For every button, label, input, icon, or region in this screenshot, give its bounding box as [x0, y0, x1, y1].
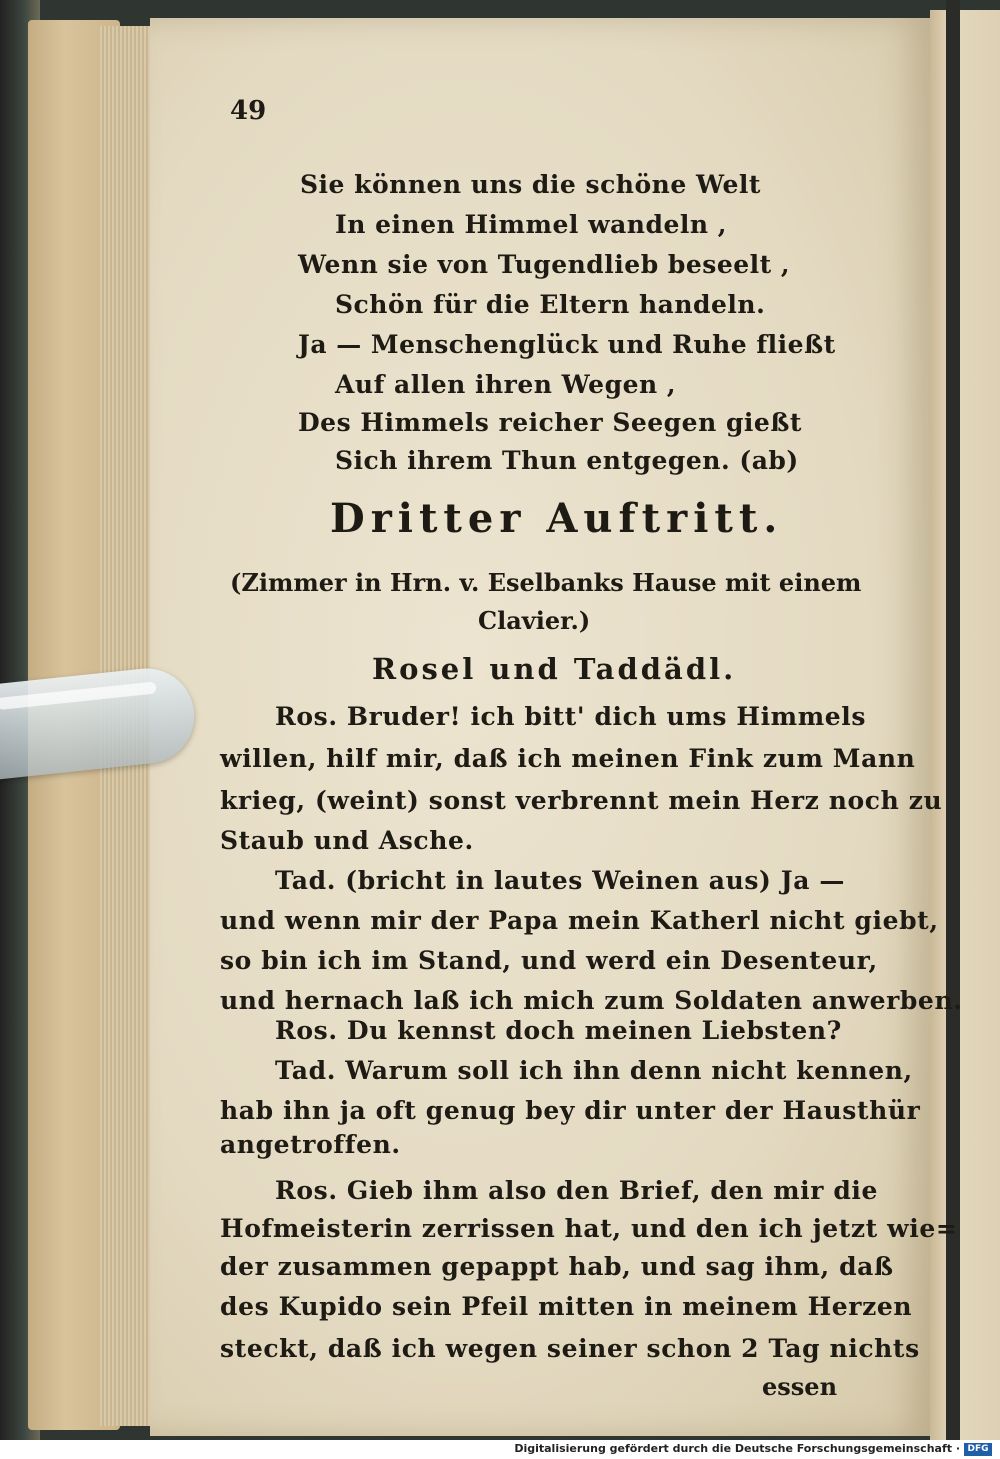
speakers-line: Rosel und Taddädl. — [372, 652, 737, 686]
verse-line: Sich ihrem Thun entgegen. (ab) — [335, 446, 799, 475]
prose-line: steckt, daß ich wegen seiner schon 2 Tag nichts — [220, 1334, 920, 1363]
verse-line: Sie können uns die schöne Welt — [300, 170, 761, 199]
page-number: 49 — [230, 96, 267, 126]
prose-line: Tad. Warum soll ich ihn denn nicht kennen, — [275, 1056, 913, 1085]
verse-line: Schön für die Eltern handeln. — [335, 290, 766, 319]
prose-line: des Kupido sein Pfeil mitten in meinem Herzen — [220, 1292, 913, 1321]
prose-line: Ros. Gieb ihm also den Brief, den mir die — [275, 1176, 879, 1205]
prose-line: Staub und Asche. — [220, 826, 474, 855]
stage-direction: Clavier.) — [478, 606, 591, 635]
prose-line: krieg, (weint) sonst verbrennt mein Herz noch zu — [220, 786, 943, 815]
prose-line: Ros. Du kennst doch meinen Liebsten? — [275, 1016, 842, 1045]
prose-line: so bin ich im Stand, und werd ein Desenteur, — [220, 946, 878, 975]
prose-line: und wenn mir der Papa mein Katherl nicht giebt, — [220, 906, 939, 935]
prose-line: angetroffen. — [220, 1130, 401, 1159]
footer-bar — [0, 1440, 1000, 1459]
catchword: essen — [762, 1372, 838, 1401]
footer-credit: Digitalisierung gefördert durch die Deutsche Forschungsgemeinschaft · — [514, 1442, 960, 1455]
prose-line: und hernach laß ich mich zum Soldaten anwerben. — [220, 986, 963, 1015]
prose-line: willen, hilf mir, daß ich meinen Fink zum Mann — [220, 744, 916, 773]
prose-line: hab ihn ja oft genug bey dir unter der Hausthür — [220, 1096, 921, 1125]
verse-line: In einen Himmel wandeln , — [335, 210, 727, 239]
prose-line: der zusammen gepappt hab, und sag ihm, daß — [220, 1252, 894, 1281]
clip-highlight — [0, 681, 157, 710]
stage-direction: (Zimmer in Hrn. v. Eselbanks Hause mit einem — [230, 568, 862, 597]
scene-heading: Dritter Auftritt. — [330, 495, 784, 542]
dfg-logo-icon: DFG — [964, 1443, 992, 1456]
prose-line: Ros. Bruder! ich bitt' dich ums Himmels — [275, 702, 867, 731]
prose-line: Hofmeisterin zerrissen hat, und den ich jetzt wie= — [220, 1214, 958, 1243]
verse-line: Ja — Menschenglück und Ruhe fließt — [298, 330, 836, 359]
verse-line: Des Himmels reicher Seegen gießt — [298, 408, 802, 437]
prose-line: Tad. (bricht in lautes Weinen aus) Ja — — [275, 866, 845, 895]
verse-line: Auf allen ihren Wegen , — [335, 370, 677, 399]
verse-line: Wenn sie von Tugendlieb beseelt , — [298, 250, 791, 279]
